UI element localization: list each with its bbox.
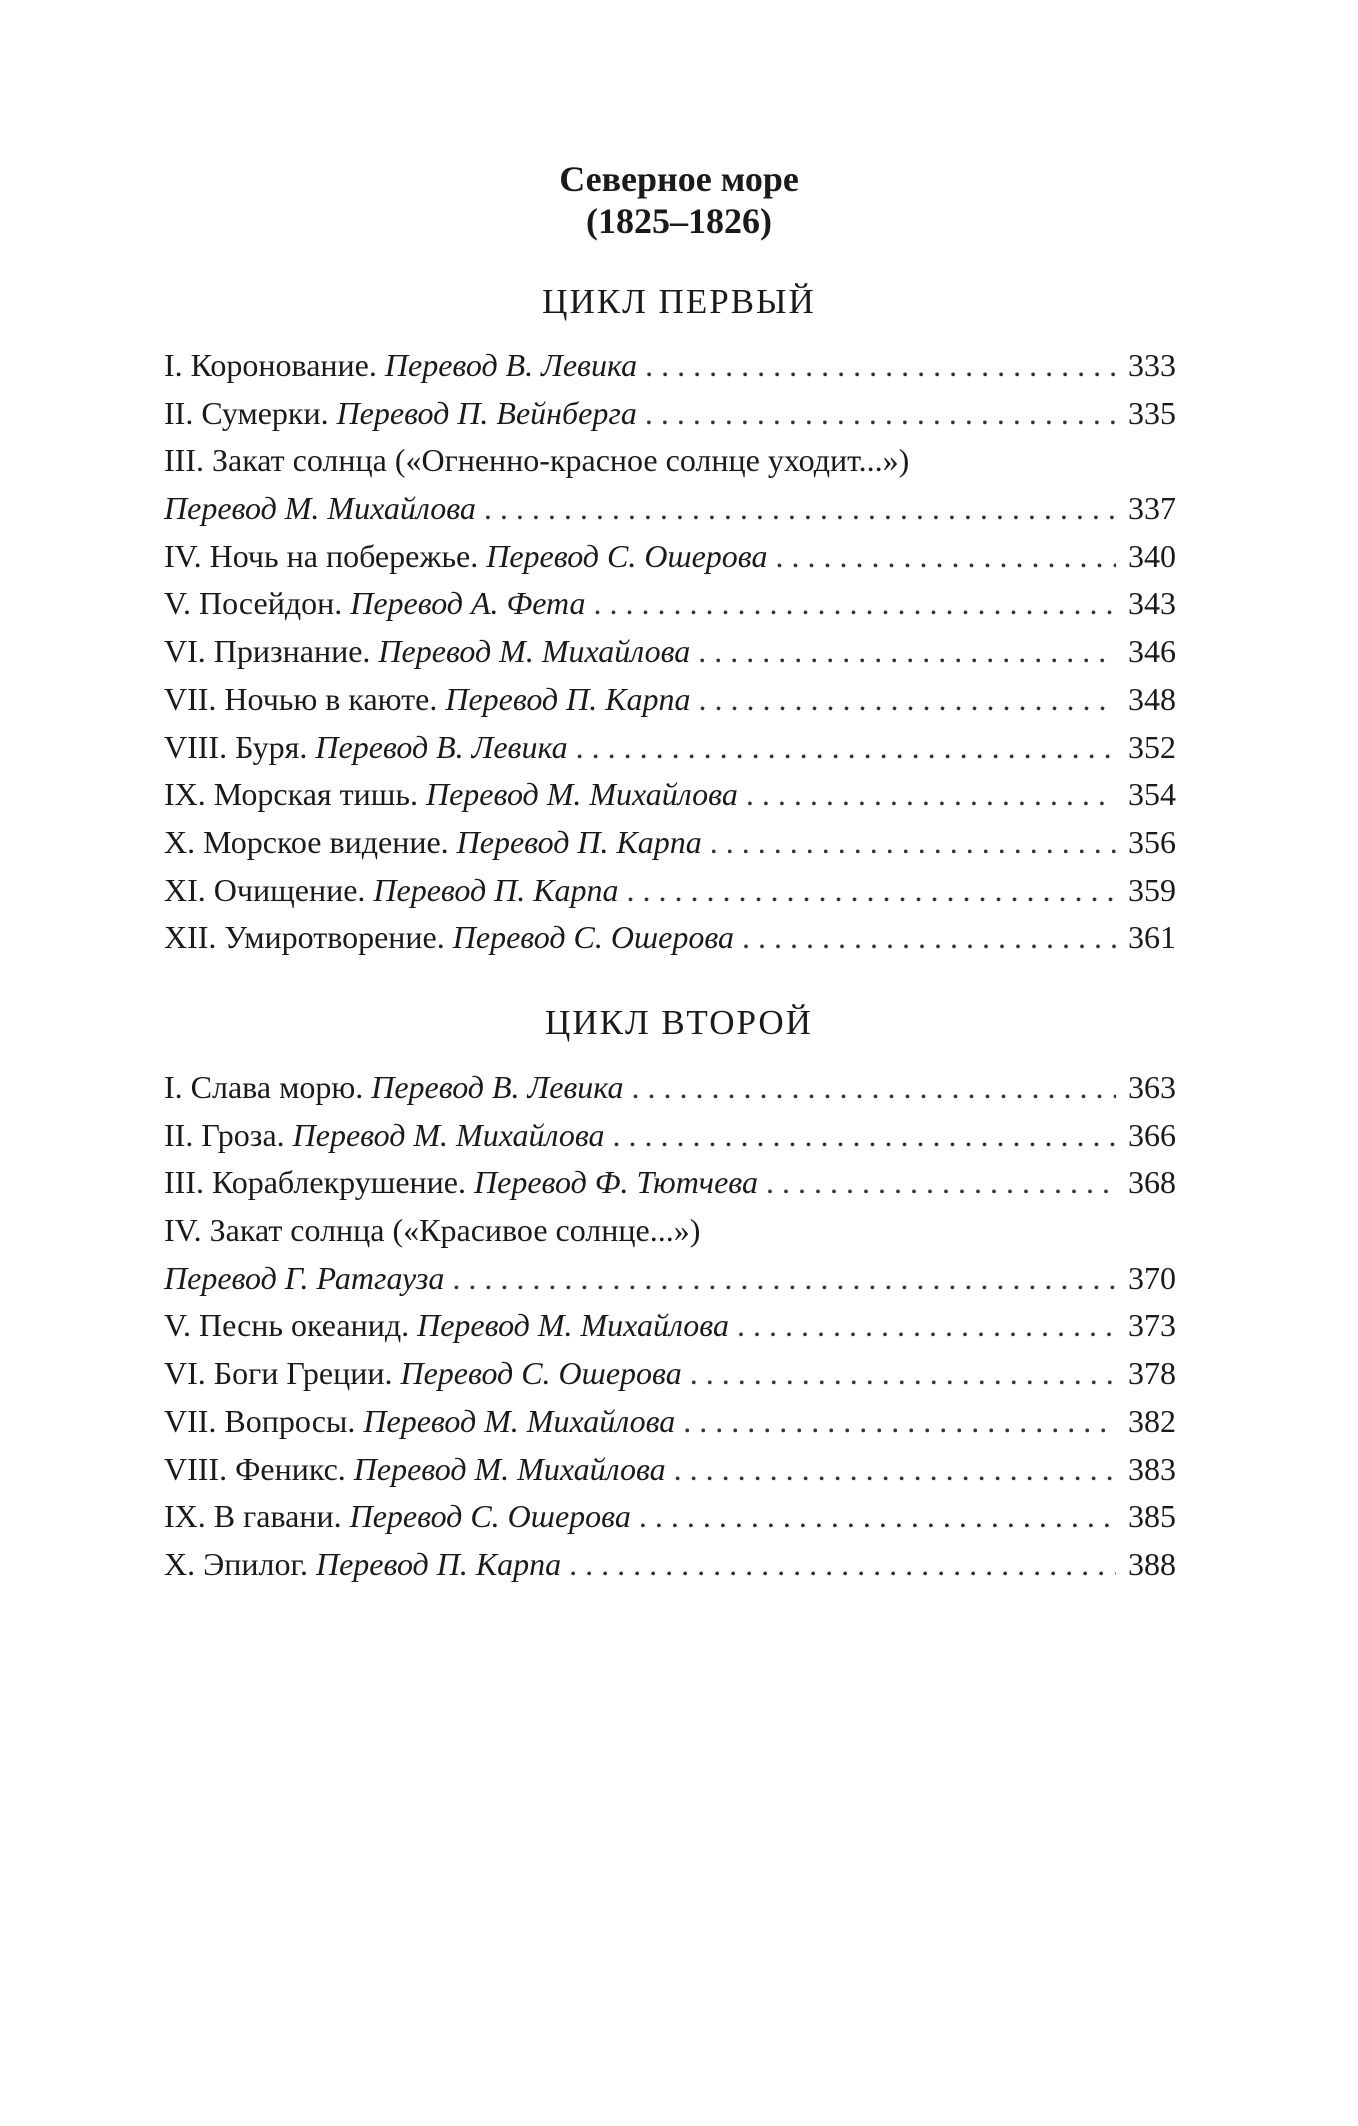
dot-leader [775,533,1116,581]
entry-title: II. Гроза. [164,1116,293,1153]
dot-leader [576,724,1116,772]
toc-entry [164,1541,1176,1589]
dot-leader [594,580,1116,628]
toc-entry [164,819,1176,867]
dot-leader [683,1398,1116,1446]
dot-leader [698,628,1116,676]
dot-leader [613,1112,1117,1160]
entry-page-number: 359 [1128,871,1176,908]
dot-leader [645,342,1116,390]
toc-entry [164,580,1176,628]
entry-page-number: 382 [1128,1402,1176,1439]
entry-page-number: 337 [1128,490,1176,527]
entry-title: V. Песнь океанид. [164,1307,418,1344]
entry-translator: Перевод С. Ошерова [486,537,768,574]
entry-page-number: 373 [1128,1307,1176,1344]
entry-translator: Перевод М. Михайлова [292,1116,605,1153]
entry-title: IX. В гавани. [164,1498,350,1535]
entry-title: XI. Очищение. [164,871,374,908]
entry-translator: Перевод Ф. Тютчева [474,1164,758,1201]
entry-page-number: 356 [1128,823,1176,860]
entry-page-number: 346 [1128,633,1176,670]
entry-title: IX. Морская тишь. [164,776,426,813]
entry-page-number: 378 [1128,1355,1176,1392]
entry-translator: Перевод А. Фета [350,585,586,622]
dot-leader [698,676,1116,724]
section-title: Северное море [559,159,799,199]
toc-entry [164,771,1176,819]
entry-page-number: 368 [1128,1164,1176,1201]
entry-title: VIII. Феникс. [164,1450,354,1487]
dot-leader [766,1159,1116,1207]
entry-title: I. Коронование. [164,347,385,383]
entry-title: X. Морское видение. [164,823,457,860]
toc-entry [164,1112,1176,1160]
entry-page-number: 366 [1128,1116,1176,1153]
entry-page-number: 370 [1128,1259,1176,1296]
toc-entry [164,1398,1176,1446]
dot-leader [690,1350,1116,1398]
entry-translator: Перевод С. Ошерова [349,1498,631,1535]
dot-leader [569,1541,1116,1589]
entry-translator: Перевод М. Михайлова [378,633,691,670]
entry-title: VI. Боги Греции. [164,1355,401,1392]
toc-entry [164,1064,1176,1112]
entry-title: IV. Закат солнца («Красивое солнце...») [164,1212,701,1249]
cycle-heading-first: ЦИКЛ ПЕРВЫЙ [542,282,816,321]
entry-title: XII. Умиротворение. [164,919,453,956]
dot-leader [742,914,1116,962]
entry-translator: Перевод В. Левика [384,347,638,383]
entry-title: II. Сумерки. [164,394,337,431]
entry-page-number: 348 [1128,680,1176,717]
entry-page-number: 340 [1128,537,1176,574]
toc-entry [164,1207,1176,1302]
toc-entry [164,1159,1176,1207]
dot-leader [639,1493,1116,1541]
entry-translator: Перевод М. Михайлова [164,490,476,527]
entry-translator: Перевод М. Михайлова [417,1307,729,1344]
cycle-heading-second: ЦИКЛ ВТОРОЙ [545,1003,813,1042]
entry-translator: Перевод П. Карпа [373,871,619,908]
entry-translator: Перевод М. Михайлова [425,776,738,813]
entry-title: VII. Ночью в каюте. [164,680,446,717]
entry-translator: Перевод П. Карпа [315,1545,562,1582]
entry-title: VI. Признание. [164,633,379,670]
entry-page-number: 388 [1128,1545,1176,1582]
entry-title: III. Кораблекрушение. [164,1164,474,1201]
toc-entry [164,724,1176,772]
toc-entry [164,533,1176,581]
entry-page-number: 352 [1128,728,1176,765]
entry-page-number: 361 [1128,919,1176,956]
entry-title: VII. Вопросы. [164,1402,364,1439]
entry-translator: Перевод М. Михайлова [353,1450,666,1487]
toc-entry [164,1446,1176,1494]
entry-page-number: 383 [1128,1450,1176,1487]
toc-entry [164,867,1176,915]
entry-translator: Перевод М. Михайлова [363,1402,676,1439]
toc-entry [164,437,1176,532]
dot-leader [627,867,1117,915]
entry-title: V. Посейдон. [164,585,351,622]
dot-leader [452,1255,1116,1303]
dot-leader [645,390,1116,438]
toc-entry [164,676,1176,724]
entry-translator: Перевод В. Левика [315,728,568,765]
dot-leader [746,771,1116,819]
entry-translator: Перевод П. Вейнберга [336,394,637,431]
dot-leader [674,1446,1116,1494]
dot-leader [484,485,1116,533]
entry-page-number: 385 [1128,1498,1176,1535]
entry-title: X. Эпилог. [164,1545,316,1582]
dot-leader [737,1302,1116,1350]
entry-translator: Перевод П. Карпа [456,823,702,860]
toc-entry [164,390,1176,438]
entry-page-number: 343 [1128,585,1176,622]
entry-translator: Перевод П. Карпа [445,680,691,717]
toc-list-second [164,1064,1176,1589]
entry-translator: Перевод С. Ошерова [400,1355,682,1392]
toc-entry [164,1493,1176,1541]
toc-entry [164,628,1176,676]
entry-title: IV. Ночь на побережье. [164,537,487,574]
toc-list-first [164,342,1176,962]
dot-leader [710,819,1116,867]
toc-entry [164,1302,1176,1350]
section-years: (1825–1826) [586,201,772,241]
dot-leader [631,1064,1116,1112]
entry-title: I. Слава морю. [164,1069,372,1105]
entry-page-number: 354 [1128,776,1176,813]
entry-page-number: 363 [1128,1069,1176,1105]
entry-title: VIII. Буря. [164,728,316,765]
toc-entry [164,914,1176,962]
toc-entry [164,1350,1176,1398]
toc-entry [164,342,1176,390]
entry-translator: Перевод С. Ошерова [452,919,734,956]
entry-page-number: 335 [1128,394,1176,431]
entry-translator: Перевод В. Левика [371,1069,624,1105]
entry-title: III. Закат солнца («Огненно-красное солнце уходит...») [164,442,910,479]
entry-translator: Перевод Г. Ратгауза [164,1259,445,1296]
entry-page-number: 333 [1128,347,1176,383]
